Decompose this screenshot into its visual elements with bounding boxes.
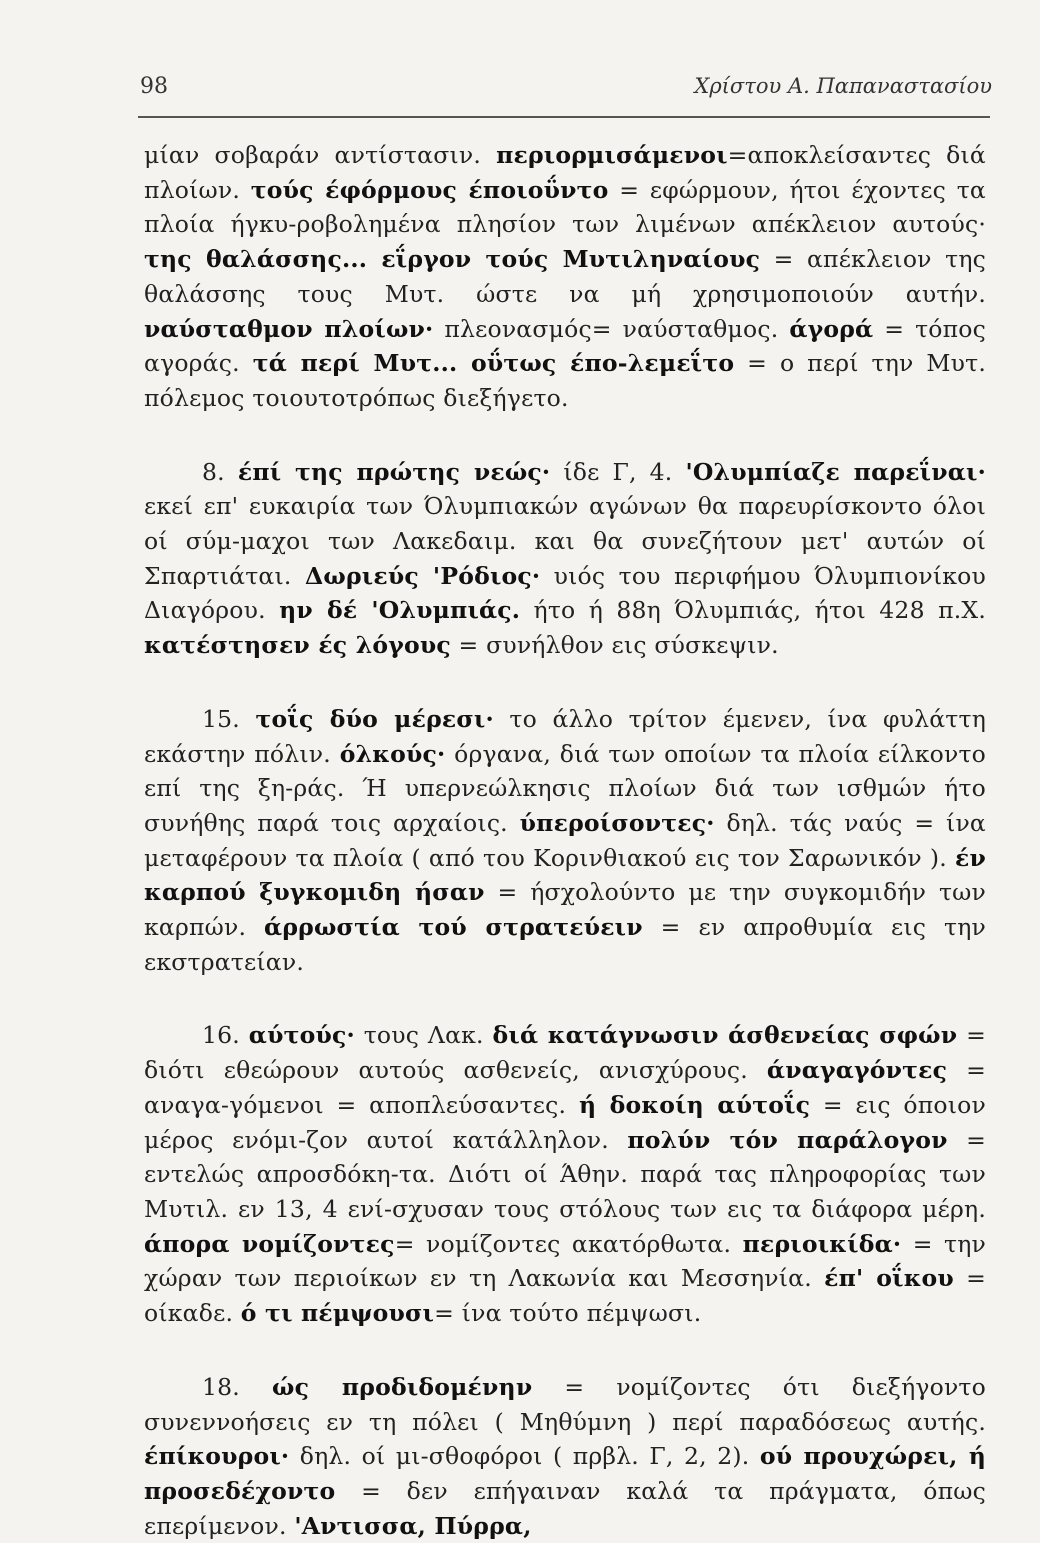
gloss: = την χώραν των περιοίκων εν τη Λακωνία και Μεσσηνία. <box>144 1229 986 1293</box>
lemma: πολύν τόν παράλογον <box>627 1125 948 1154</box>
lemma: ύπεροίσοντες· <box>519 808 715 837</box>
gloss: = ήσχολούντο με την συγκομιδήν των καρπών. <box>144 878 986 942</box>
lemma: όλκούς· <box>339 739 446 768</box>
lemma: έπίκουροι· <box>144 1442 290 1471</box>
lemma: άρρωστία τού στρατεύειν <box>264 913 643 942</box>
lemma: τοΐς δύο μέρεσι· <box>255 704 494 733</box>
gloss: = οίκαδε. <box>144 1264 986 1328</box>
lemma: ώς προδιδομένην <box>272 1372 533 1401</box>
gloss: μίαν σοβαράν αντίστασιν. <box>144 141 497 169</box>
commentary-paragraph <box>144 1018 986 1330</box>
gloss: = ο περί την Μυτ. πόλεμος τοιουτοτρόπως διεξήγετο. <box>144 349 987 412</box>
lemma: 'Ολυμπίαζε παρεΐναι· <box>685 457 986 486</box>
lemma: άγορά <box>789 314 874 343</box>
gloss: = αναγα-γόμενοι = αποπλεύσαντες. <box>144 1056 987 1119</box>
lemma: ναύσταθμον πλοίων· <box>144 314 434 343</box>
lemma: έν καρπού ξυγκομιδη ήσαν <box>144 843 986 907</box>
gloss: ήτο ή 88η Όλυμπιάς, ήτοι 428 π.Χ. <box>520 596 986 625</box>
commentary-body <box>144 138 986 1543</box>
lemma: έπ' οΐκου <box>824 1264 954 1293</box>
lemma: ην δέ 'Ολυμπιάς. <box>279 596 521 625</box>
gloss: 15. <box>202 704 256 733</box>
header-rule <box>138 116 990 118</box>
gloss: το άλλο τρίτον έμενεν, ίνα φυλάττη εκάστην πόλιν. <box>144 704 986 768</box>
gloss: = απέκλειον της θαλάσσης τους Μυτ. ώστε να μή χρησιμοποιούν αυτήν. <box>144 245 986 308</box>
gloss: 16. <box>202 1021 249 1050</box>
gloss: = συνήλθον εις σύσκεψιν. <box>450 631 779 660</box>
lemma: ό τι πέμψουσι <box>240 1299 435 1328</box>
gloss: = εν απροθυμία εις την εκστρατείαν. <box>144 913 986 976</box>
lemma: άναγαγόντες <box>766 1056 948 1085</box>
commentary-paragraph <box>144 455 986 663</box>
gloss: πλεονασμός= ναύσταθμος. <box>433 314 790 343</box>
gloss: = τόπος αγοράς. <box>144 314 987 378</box>
gloss: = νομίζοντες ακατόρθωτα. <box>394 1229 743 1258</box>
gloss: =αποκλείσαντες διά πλοίων. <box>144 141 986 204</box>
gloss: = διότι εθεώρουν αυτούς ασθενείς, ανισχύρους. <box>144 1021 986 1085</box>
running-title: Χρίστου Α. Παπαναστασίου <box>694 74 992 98</box>
gloss: = νομίζοντες ότι διεξήγοντο συνεννοήσεις εν τη πόλει ( Μηθύμνη ) περί παραδόσεως αυτής. <box>144 1372 986 1436</box>
gloss: 18. <box>202 1372 273 1401</box>
lemma: περιορμισάμενοι <box>496 141 728 169</box>
page-number: 98 <box>140 74 168 99</box>
lemma: κατέστησεν ές λόγους <box>144 631 451 660</box>
gloss: = δεν επήγαιναν καλά τα πράγματα, όπως επερίμενον. <box>144 1476 986 1540</box>
gloss: = εφώρμουν, ήτοι έχοντες τα πλοία ήγκυ-ροβολημένα πλησίον των λιμένων απέκλειον αυτούς· <box>144 175 986 239</box>
lemma: ή δοκοίη αύτοΐς <box>578 1090 811 1119</box>
gloss: όργανα, διά των οποίων τα πλοία είλκοντο επί της ξη-ράς. Ή υπερνεώλκησις πλοίων διά των ισθμών ήτο συνήθης παρά τοις αρχαίοις. <box>144 739 986 837</box>
gloss: δηλ. τάς ναύς = ίνα μεταφέρουν τα πλοία ( από του Κορινθιακού εις τον Σαρωνικόν ). <box>144 808 986 872</box>
lemma: έπί της πρώτης νεώς· <box>237 457 551 486</box>
gloss: = εις όποιον μέρος ενόμι-ζον αυτοί κατάλληλον. <box>144 1090 987 1154</box>
gloss: υιός του περιφήμου Όλυμπιονίκου Διαγόρου. <box>144 561 986 625</box>
lemma: περιοικίδα· <box>742 1229 902 1258</box>
commentary-paragraph <box>144 702 986 980</box>
gloss: = εντελώς απροσδόκη-τα. Διότι οί Άθην. παρά τας πληροφορίας των Μυτιλ. εν 13, 4 ενί-σχυσαν τους στόλους των εις τα διάφορα μέρη. <box>144 1125 986 1223</box>
gloss: 8. <box>202 457 238 486</box>
lemma: τούς έφόρμους έποιοΰντο <box>250 175 609 204</box>
lemma: της θαλάσσης... εΐργον τούς Μυτιληναίους <box>144 245 761 274</box>
gloss: ίδε Γ, 4. <box>550 457 686 486</box>
gloss: = ίνα τούτο πέμψωσι. <box>434 1299 702 1328</box>
lemma: τά περί Μυτ... οΰτως έπο-λεμεΐτο <box>252 349 735 378</box>
gloss: τους Λακ. <box>354 1021 493 1050</box>
lemma: Δωριεύς 'Ρόδιος· <box>304 561 541 590</box>
commentary-paragraph <box>144 138 986 416</box>
gloss: εκεί επ' ευκαιρία των Όλυμπιακών αγώνων θα παρευρίσκοντο όλοι οί σύμ-μαχοι των Λακεδαιμ. και θα συνεζήτουν μετ' αυτών οί Σπαρτιάται. <box>144 492 986 590</box>
gloss: δηλ. οί μι-σθοφόροι ( πρβλ. Γ, 2, 2). <box>289 1442 760 1471</box>
lemma: 'Αντισσα, Πύρρα, <box>294 1511 532 1540</box>
lemma: αύτούς· <box>248 1021 355 1050</box>
commentary-paragraph <box>144 1370 986 1543</box>
lemma: διά κατάγνωσιν άσθενείας σφών <box>492 1021 958 1050</box>
lemma: άπορα νομίζοντες <box>144 1229 395 1258</box>
lemma: ού προυχώρει, ή προσεδέχοντο <box>144 1442 986 1505</box>
